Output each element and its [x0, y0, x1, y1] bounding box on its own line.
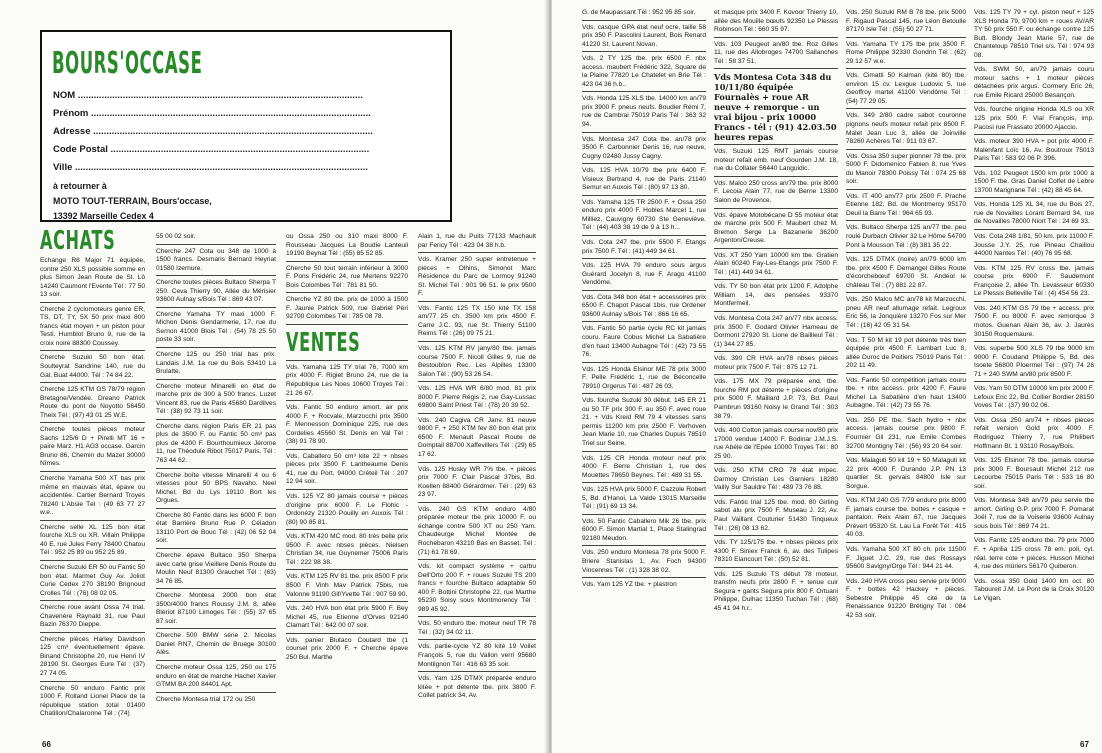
- classified-ad: Vds. Cota 348 bon état + accessoires prix 6500 F. Chapot Pascal 1bis, rue Ordener 93600 Aulnay s/Bois Tél : 866 16 65.: [582, 293, 706, 323]
- classified-ad: Cherche moteur Ossa 125, 250 ou 175 enduro en état de marche Hachet Xavier GTMM BA 200 84401 Apt.: [156, 663, 276, 693]
- classified-ad: Vds. IT 400 am/77 prix 2500 F. Prache Etienne 182, Bd. de Montmercy 95170 Deuil la Barre Tél : 964 65 93.: [846, 192, 966, 222]
- classified-ad: Cherche Yamaha TY maxi 1000 F. Michon Denis Gendarmerie, 17, rue du Sernon 41000 Blois Tél : (54) 78 25 50 poste 33 soir.: [156, 310, 276, 348]
- classified-ad: Cherche 80 Fantic dans les 6000 F. bon état Barrière Bruno Rue P. Céladon 13110 Port de Bouc Tél : (42) 06 52 04 soir.: [156, 511, 276, 549]
- classified-ad: Vds. Yamaha TY 175 tbe prix 3500 F. Rome Philippe 32330 Gondrin Tél : (62) 29 12 57 w.e.: [846, 40, 966, 70]
- classified-ad: Cherche toutes pièces moteur Sachs 125/6 D + Pirelli MT 16 + paire Marz. H1 AG3 occase. Garcin Bruno 86, Chemin du Mazet 30000 Nîmes.: [40, 425, 145, 472]
- classified-ad: Cherche boîte vitesse Minarelli 4 ou 6 vitesses pour 50 BPS Navaho. Neel Michel, Bd du Lys 19110 Bort les Orgues.: [156, 471, 276, 509]
- classified-ad: Vds. 125 HVA 10/79 tbe prix 6400 F. Visieux Bertrand 4, rue de Paris 21140 Semur en Auxois Tél : (80) 97 13 80.: [582, 166, 706, 196]
- classified-ad: Vds. KTM 240 GS 7/79 enduro prix 8000 F. jamais course tbe. bottes + casque + pantalon. Reix Alain 67, rue Jacques Prévert 95320 St. Lau La Forêt Tél : 415 40 03.: [846, 496, 966, 543]
- classified-ad: Vds. 125 HVA WR 6/80 mod. 81 prix 8000 F. Pierre Régis 2, rue Gay-Lussac 69800 Saint Priest Tél : (78) 20 39 52.: [418, 384, 536, 414]
- classified-ad: Cherche 247 Cota ou 348 de 1000 à 1500 francs. Desmaris Bernard Heyriat 01580 Izernure.: [156, 247, 276, 277]
- classified-ad: Vds. 240 HVA cross peu servie prix 9000 F. + bottes 42 Hackey + pièces. Sebestre Philippe 45 cité de la Renaissance 91220 Brétigny Tél : 084 42 53 soir.: [846, 577, 966, 619]
- classified-ad: Vds. Kramer 250 super entretenue + pièces + Olhins, Simonot Marc Résidence du Parc de Lormoy 91240 St. Michel Tél : 901 96 51. le prix 9500 F.: [418, 255, 536, 302]
- classified-ad: Vds. fourche origine Honda XLS ou XR 125 prix 500 F. Vial François, imp. Pacosi rue Frassato 20000 Ajaccio.: [974, 105, 1094, 135]
- field-code-postal[interactable]: Code Postal ..................................................................................................: [53, 144, 370, 155]
- ads-column-2: [156, 232, 276, 738]
- coupon-title: BOURS'OCCASE: [52, 46, 203, 81]
- classified-ad: Vds. Cimatti 50 Kalman (kité 80) tbe. environ 15 cv. Lexgue Ludovic 5, rue Geoffroy martel 41100 Vendôme Tél : (54) 77 29 05.: [846, 71, 966, 109]
- classified-ad: Cherche 50 tout terrain inférieur à 3000 F. Pons Frédéric 24, rue Mertens 92270 Bois Colombes Tél : 781 81 50.: [286, 264, 408, 294]
- classified-ad: Vds. panier Blutaco Coutard tbe (1 coursel prix 2000 F. + Cherche épave 250 Bul. Marthe: [286, 636, 408, 661]
- classified-ad: Vds. 250 PE tbe. Sach hydro + nbx access. jamais course prix 9800 F. Fournier Gil 231, rue Emile Combes 32700 Montigny Tél : (56) 93 20 64 soir.: [846, 416, 966, 454]
- classified-ad: Cherche Yamaha 500 XT bas prix même en mauvais état, épave ou accidentée. Cartier Bernard Troyes 78240 L'Absie Tél : (49 63 77 27 w.e..: [40, 474, 145, 521]
- classified-ad: Vds. fourche Suzuki 30 début. 145 ER 21 ou 50 TF prix 300 F. au 350 F. avec roue 21. + Vds Kreid RM 79 4 vitesses sans permis 11200 km prix 2500 F. Verhoven Jean Marie 10, rue Charles Dupuis 78510 Triel sur Seine.: [582, 396, 706, 451]
- classified-ad: Echange R8 Major 71 équipée, contre 250 XLS possible somme en plus Simon Jean Route de St. Lô 14240 Caumont l'Evente Tél : 77 50 13 soir.: [40, 256, 145, 303]
- classified-ad: Cherche 2 cyclomoteurs genre ER, TS, DT, TY, 5X 50 prix maxi 800 francs état moyen + un piston pour Testi. Humblot Bruno 9, rue de la croix noire 88300 Coussey.: [40, 305, 145, 352]
- classified-ad: Vds. Fantic 125 TX 150 kité TX 158 am/77 25 ch. 3500 km prix 4500 F. Carre J.C. 93, rue St. Thierry 51100 Reims Tél : (26) 09 75 21.: [418, 304, 536, 342]
- classified-ad: Vds. 103 Peugeot an/80 tbe. Roz Gilles 11, rue des Allobroges 74700 Sallanches Tél : 58 37 51.: [714, 40, 838, 70]
- ventes-heading: VENTES: [286, 327, 408, 361]
- classified-ad: Vds. Yamaha 125 TY trial 76, 7000 km prix 4000 F. Rigiet Bruno 24, rue de la République Les Noes 10600 Troyes Tél : 21 26 67.: [286, 363, 408, 401]
- classified-ad: Vds. partie-cycle YZ 80 kité 19 Voilet François 5, rue du Vallon verri 95680 Montlignon Tél : 416 63 35 soir.: [418, 642, 536, 672]
- ads-column-8: [974, 8, 1094, 738]
- classified-ad: Vds. Yamaha 125 TR 2500 F. + Ossa 250 enduro prix 4000 F. Hobles Marcel 1, rue Milliez, Cauvigny 60730 Ste Geneviève. Tél : (44) 403 38 19 de 9 à 13 h...: [582, 198, 706, 236]
- classified-ad: Cherche Montesa trial 172 ou 250: [156, 695, 256, 703]
- classified-ad: Alain 1, rue du Puits 77133 Machault par Fericy Tél : 423 04 38 h.b.: [418, 232, 536, 253]
- classified-ad: Vds. XT 250 Yam 10000 km tbe. Gratien Alain 60240 Fay-Les-Etangs prix 7500 F. Tél : (41) 449 34 61.: [714, 251, 838, 281]
- classified-ad: Cherche Montesa 2000 bon état 3500/4000 francs Roussy J.M. 8, allée Blériot 87100 Limoges Tél : (55) 37 65 87 soir.: [156, 591, 276, 629]
- classified-ad: Vds. moteur 390 HVA + pot prix 4000 F. Malenfant Loïc 16, Av. Boutroux 75013 Paris Tél : 583 92 06 P. 396.: [974, 137, 1094, 167]
- classified-ad: Vds. 125 HVA 79 enduro sous argus Guérard Jocelyn 8, rue F. Arago 41100 Vendôme.: [582, 261, 706, 291]
- field-adresse[interactable]: Adresse ..........................................................................................................: [53, 126, 373, 137]
- classified-ad: Vds. superbe 500 XLS 79 tbe 9000 km 9000 F. Coudand Philippe 5, Bd. des Isoete 56800 Ploermel Tél : (97) 74 26 71 + 240 SWM an/80 prix 8500 F.: [974, 344, 1094, 382]
- classified-ad: Vds. 175 MX 79 préparée end. tbe. fourche RM pot détente + pièces d'origine prix 5000 F. Maillard J.P. 73, Bd. Paul Pambrun 93160 Noisy le Grand Tél : 303 38 79.: [714, 377, 838, 424]
- classified-ad: Cherche 125 KTM GS 78/79 région Bretagne/Vendée. Dreano Patrick Route du pont de Noyotto 56450 Theix Tél : (97) 43 01 25 W.E.: [40, 385, 145, 423]
- ads-column-6: [714, 8, 838, 738]
- classified-ad: Vds. Cota 247 tbe. prix 5500 F. Etangs prix 7500 F. Tél : (41) 449 34 61.: [582, 238, 706, 259]
- left-page: [0, 0, 548, 753]
- classified-ad: Vds. Bultaco Sherpa 125 an/77 tbe. peu roulé Durbach Olivier 32 Le Hôme 54700 Pont à Mousson Tél : (8) 381 35 22.: [846, 223, 966, 253]
- classified-ad: Vds. Malaguti 50 kit 19 + 50 Malaguti kit 22 prix 4000 F. Durando J.P. PN 13 quartier St. gervais 84800 Isle sur Sorgue.: [846, 456, 966, 494]
- classified-ad: Vds. Caballero 50 cm³ kite 22 + nbses pièces prix 3500 F. Lantheaume Denis 41, rue du Port, 94000 Créteil Tél : 207 12 94 soir.: [286, 452, 408, 490]
- classified-ad: Cherche épave Bultaco 350 Sherpa avec carte grise Vieillere Denis Route du Moulin Neuf 81300 Grauchet Tél : (63) 34 76 85.: [156, 551, 276, 589]
- ads-column-5: [582, 8, 706, 738]
- classified-ad: Vds. TY 50 bon état prix 1200 F. Adolphe William 14, des pensées 93370 Montfermeil.: [714, 282, 838, 312]
- page-number-left: 66: [42, 740, 51, 749]
- field-prenom[interactable]: Prénom ..........................................................................................................: [53, 108, 371, 119]
- classified-ad: Vds. Yam 125 YZ tbe. + plastron: [582, 581, 677, 589]
- classified-ad: Vds. KTM 420 MC mod. 80 très belle prix 9500 F. avec nbses pièces. Nielsen Christian 34, rue Guynemer 75006 Paris Tél : 222 98 38.: [286, 532, 408, 570]
- classified-ad: Vds. épave Motobécane D 55 moteur état de marche prix 500 F. Maubert chez M. Bremon Serge La Bazanerie 36200 Argenton/Creuse.: [714, 211, 838, 249]
- return-address-1: MOTO TOUT-TERRAIN, Bours'occase,: [53, 196, 212, 206]
- ads-column-3: [286, 232, 408, 738]
- classified-ad: Vds. casque GPA état neuf ocre, taille 58 prix 350 F. Pascolini Laurent, Bois Renard 41220 St. Laurent Novan.: [582, 23, 706, 53]
- classified-ad: Vds. 240 GS KTM enduro 4/80 préparée moteur tbe prix 10000 F. ou échange contre 500 XT ou 250 Yam. Chaudeurge Michel Montée de Rochebaron 43210 Bas en Basset. Tél : (71) 61 78 69.: [418, 505, 536, 560]
- right-page: [552, 0, 1102, 753]
- classified-ad: G. de Maupassant Tél : 952 95 85 soir.: [582, 8, 706, 21]
- classified-ad: Vds. 400 Cotton jamais course nov/80 prix 17000 vendue 14000 F. Bodinar J.M.J.S. rue Abéle de l'Epée 10000 Troyes Tél : 80 25 90.: [714, 426, 838, 464]
- field-ville[interactable]: Ville ...............................................................................................................: [53, 162, 368, 173]
- classified-ad: Vds. 250 Suzuki RM B 78 tbe. prix 5000 F. Rigaud Pascal 145, rue Léon Betoulle 87170 Isle Tél : (55) 50 27 71.: [846, 8, 966, 38]
- classified-ad: Vds. Yam 50 DTM 10000 km prix 2000 F. Lefoux Eric 22, Bd. Collier Bordier 28150 Voves Tél : (37) 99 02 06.: [974, 384, 1094, 414]
- classified-ad: Vds. ossa 350 Gold 1400 km oct. 80 Taboureit J.M. Le Pont de la Croix 30120 Le Vigan.: [974, 577, 1094, 602]
- classified-ad: Vds. Suzuki 125 RMT jamais course moteur refait emb. neuf Gourden J.M. 18, rue du Collater 56440 Languidic.: [714, 147, 838, 177]
- classified-ad: Vds. Fantic 50 compétition jamais couru tbe. + nbx access. prix 4200 F. Faure Michel La Sabatière d'en haut 13400 Aubagne. Tél : (42) 73 55 76.: [846, 376, 966, 414]
- classified-ad: Vds. Ossa 350 super pionner 78 tbe. prix 5000 F. Didomenico Fabien 8, rue Yves du Manoir 78300 Poissy Tél : 074 25 68 soir.: [846, 152, 966, 190]
- ads-column-4: [418, 232, 536, 738]
- classified-ad: Vds. 102 Peugeot 1500 km prix 1000 à 1500 F. tbe. Gras Daniel Colfet de Lebre 13700 Marignane Tél : (42) 88 45 64.: [974, 169, 1094, 199]
- classified-ad: et masque prix 3400 F. Kovoor Thierry 10, allée des Mouille bœufs 92350 Le Plessis Robinson Tél : 660 35 97.: [714, 8, 838, 38]
- classified-ad: Vds. 349 2/80 cadre sabot couronne pignons neufs moteur refait prix 8500 F. Malet Jean Luc 3, allée de Joinville 78260 Achères Tél : 911 03 67.: [846, 111, 966, 149]
- classified-ad: Vds. KTM 125 RV 81 tbe. prix 8500 F prix 8500 F. Vinh Mav Patrick 75bis, rue Valonne 91190 Gif/Yvette Tél : 907 59 90.: [286, 572, 408, 602]
- classified-ad: Vds. SWM 50, an/79 jamais couru moteur sachs + 1 moteur pièces détachées prix argus. Cormery Eric 26, rue Emile Ricard 25000 Besançon.: [974, 65, 1094, 103]
- classified-ad: Vds. Honda 125 XLS tbe. 14000 km an/79 prix 3900 F. pneus neufs. Boudier Rémi 7, rue de Cambrai 75019 Paris Tél : 363 32 94.: [582, 94, 706, 132]
- classified-ad: Vds. 125 DTMX (noire) an/79 6000 km tbe. prix 4500 F. Demangel Gilles Route d'écorchebœuf 69700 St. Andéol le château Tél : (7) 881 22 87.: [846, 255, 966, 293]
- classified-ad: Cherche dans région Paris ER 21 pas plus de 3500 F. ou Fantic 50 cm³ pas plus de 4200 F. Bourthoumieux Jérome 11, rue Théodule Ribot 75017 Paris. Tél : 763 44 62.: [156, 422, 276, 469]
- classified-ad: Vds. Montesa Cota 247 an/77 nbx access. prix 3500 F. Godard Olivier Hameau de Dormont 27920 St. Lione de Baillleul Tél : (1) 344 27 85.: [714, 314, 838, 352]
- classified-ad: Vds. Yamaha 500 XT 80 ch. prix 11500 F. Jiguet J.C. 29, rue des Rossays 95600 Savigny/Orge Tél : 944 21 44.: [846, 545, 966, 575]
- classified-ad: Vds. 240 KTM GS 79 tbe + access. prix 7500 F. ou 8000 F. avec remorque 3 motos. Guenan Alain 36, av. J. Jaurès 30150 Roquemaure.: [974, 304, 1094, 342]
- return-address-2: 13392 Marseille Cedex 4: [53, 211, 154, 221]
- classified-ad: Cherche Suzuki 50 bon état. Soulteyrat Sandrine 140, rue du Gal. Buat 44000. Tél : 74 84 22.: [40, 353, 145, 383]
- classified-ad: Cherche selle XL 125 bon état fourche XLS ou XR. Villain Philippe 40 E, rue Jules Ferry 78400 Chatou Tél : 952 25 89 ou 952 25 89.: [40, 523, 145, 561]
- classified-ad: Vds. Ossa 250 an/74 + nbses pièces refait version Gold prix 4000 F. Rodriguez Thierry 7, rue Philibert Hoffmann Bt. 1 93110 Rosay/Bois.: [974, 416, 1094, 454]
- classified-ad: Vds. 250 enduro Montesa 78 prix 5000 F. Briere Stanislas 1, Av. Foch 94300 Vincennes Tél : (1) 328 38 02.: [582, 548, 706, 578]
- classified-ad: Vds. Fantic 125 enduro tbe. 79 prix 7000 F. + Aprilia 125 cross 78 em. poli, cyl. réal. terre cote + pièces. Husson Michel 4, rue des mûriers 56170 Quiberon.: [974, 536, 1094, 574]
- classified-ad: Vds. KTM 125 RV cross tbe. jamais course prix 6900 F. Saudemont Françoise 2, allée Th. Levasseur 60330 Le Plessis Belleville Tél : (4) 454 56 23.: [974, 264, 1094, 302]
- classified-ad: Vds. 250 Malco MC an/78 kit Marzocchi, pneu AR neuf allumage refait. Legroux Eric 56, la Jonquière 13270 Fos sur Mer Tél : (16) 42 05 31 54.: [846, 295, 966, 333]
- classified-ad: Vds. 125 TY 79 + cyl. piston neuf + 125 XLS Honda 79, 9700 km + roues AV/AR TY 50 prix 550 F. ou échange contre 125 Bult. Blondy Jean Marie 57, rue de Chanteloup 78510 Triel s/s. Tél : 974 93 08.: [974, 8, 1094, 63]
- classified-ad: Vds. 240 HVA bon état prix 5900 F. Bey Michel 45, rue Etienne d'Orves 92140 Clamart Tél : 642 00 07 soir.: [286, 604, 408, 634]
- classified-ad: Vds. 125 Suzuki TS début 78 moteur, transfm neufs prix 2800 F. + tenue cuir Segura + gants Segura prix 800 F. Ortuani Philippe, Dulhac 11350 Tuchan Tél : (68) 45 41 94 h.r..: [714, 570, 838, 612]
- return-label: à retourner à: [53, 181, 107, 191]
- classified-ad: Cherche roue avant Ossa 74 trial. Chavenère Raynald 31, rue Paul Bazin 76370 Dieppe.: [40, 603, 145, 633]
- classified-ad: Vds. Fantic 50 partie cycle RC kit jamais couru. Faure Cobus Michel La Sabatière d'en haut 13400 Aubagne Tél : (42) 73 55 76.: [582, 324, 706, 362]
- classified-ad: Vds. Malco 250 cross an/79 tbe. prix 8000 F. Lecoia Alain 77, rue de Berne 13300 Salon de Provence.: [714, 179, 838, 209]
- classified-ad: Vds. 250 KTM CRO 78 état impec. Darmoy Christian Les Garniers 18280 Vailly Sur Sauldre Tél : 489 73 76 88.: [714, 466, 838, 496]
- classified-ad: Vds. Fantic trial 125 tbe. mod. 80 Girling sabot alu prix 7500 F. Museau J. 22, Av. Paul Vaillant Couturier 51430 Tinqueux Tél : (26) 08 13 62.: [714, 498, 838, 536]
- ads-column-1: [40, 256, 145, 738]
- classified-ad: Vds. 125 HVA prix 5000 F. Cazzole Robert 5, Bd. d'Hanoi, La Valde 13015 Marseille Tél : (91) 69 13 34.: [582, 485, 706, 515]
- classified-ad: ou Ossa 250 ou 310 maxi 8000 F. Rousseau Jacques La Boudie Lanteuil 19190 Beynat Tél : (55) 85 52 85.: [286, 232, 408, 262]
- classified-ad: Vds. kit compact système + carbu Dell'Orto 200 F. + roues Suzuki TS 200 francs + fourche Bultaco adaptable 50 400 F. Bottini Christophe 22, rue Marthe 95230 Soisy sous Montmorency Tél : 989 45 92.: [418, 562, 536, 617]
- classified-ad: 55 00 02 soir.: [156, 232, 276, 245]
- ads-column-7: [846, 8, 966, 738]
- classified-ad: Vds. T 50 M kit 19 pot détente très bien équipée prix 4500 F. Lambart Luc 8, allée Duroc de Poitiers 75019 Paris Tél : 202 11 49.: [846, 336, 966, 374]
- classified-ad: Vds. 390 CR HVA an/78 nbses pièces moteur prix 7500 F. Tél : 875 12 71.: [714, 354, 838, 375]
- featured-ad: Vds Montesa Cota 348 du 10/11/80 équipée Fournalès + roue AR neuve + remorque - un vrai bijou - prix 10000 Francs - tél : (91) 42.03.50 heures repas: [714, 71, 838, 145]
- classified-ad: Vds. 50 Fantic Caballero Mik 26 tbe. prix 6000 F. Simon Martial 1, Place Stalingrad 92180 Meudon.: [582, 517, 706, 547]
- classified-ad: Vds. Fantic 50 enduro amort. air prix 4000 F. + Rocvale, Marzocchi prix 3500 F. Mennesson Dominique 225, rue des Cordelies 45560 St. Denis en Val Tél : (38) 91 78 90.: [286, 403, 408, 450]
- classified-ad: Cherche 50 enduro Fantic prix 1000 F. Rolland Lionel Place de la république station total 01400 Chatillon/Chalaronne Tél : (74): [40, 684, 145, 718]
- classified-ad: Vds. 125 Honda Elsinor ME 78 prix 3000 F. Pelle Frédéric 1, rue de Béconcelle 78910 Orgerus Tél : 487 26 03.: [582, 365, 706, 395]
- classified-ad: Cherche 125 ou 250 trial bas prix. Landais J.M. 1a rue du Bois 53410 La Brulatte.: [156, 350, 276, 380]
- classified-ad: Vds. 125 KTM RV jany/80 tbe. jamais course 7500 F. Nicoll Gilles 9, rue de Bestoublon Rec. Les Alpilles 13300 Salon Tél : (90) 53 26 54.: [418, 344, 536, 382]
- classified-ad: Vds. 125 Husky WR 7% tbe. + pièces prix 7000 F. Clair Pascal 37bis, Bd. Koellen 88400 Gérardmer. Tél : (29) 63 23 97.: [418, 465, 536, 503]
- classified-ad: Vds. Honda 125 XL 34, rue du Bois 27, rue de Novailles Lorant Bernard 34, rue de Novailles 78000 Niort Tél : 24 69 33.: [974, 200, 1094, 230]
- achats-heading: ACHATS: [40, 226, 116, 256]
- classified-ad: Cherche YZ 80 tbe. prix de 1000 à 1500 F. Jaunie Patrick 509, rue Gabriel Péri 92700 Colombes Tél : 785 08 78.: [286, 295, 408, 325]
- classified-ad: Vds. 125 YZ 80 jamais course + pièces d'origine prix 6000 F. Le Flohic - Ordonézy 21320 Pouilly en Auxois Tél : (80) 90 85 81.: [286, 492, 408, 530]
- classified-ad: Vds. Montesa 348 an/79 peu servie tbe amort. Girling G.P. prix 7000 F. Pomarat Joël 7, rue de la Voiserie 93600 Aulnay sous bois Tél : 869 74 21.: [974, 496, 1094, 534]
- classified-ad: Vds. 125 Elsinor 78 tbe. jamais course prix 3000 F. Boursault Michel 212 rue Lecourbe 75015 Paris Tél : 533 16 80 soir.: [974, 456, 1094, 494]
- classified-ad: Cherche toutes pièces Bultaco Sherpa T 250. Ceva Thierry 90, Allée du Mérisier 93600 Aulnay s/Bois Tél : 869 43 07.: [156, 278, 276, 308]
- classified-ad: Vds. 125 CR Honda moteur neuf prix 4000 F. Berre Christian 1, rue des Mouettes 78650 Beynes. Tél : 489 31 55.: [582, 454, 706, 484]
- classified-ad: Cherche moteur Minarelli en état de marche prix de 300 à 500 francs. Luzet Vincent 83, rue de Paris 45680 Dardilves Tél : (38) 92 73 11 soir.: [156, 382, 276, 420]
- classified-ad: Vds. Yam 125 DTMX préparée enduro kitée + pot détente tbe. prix 3800 F. Collet patrick 34, Av.: [418, 675, 536, 700]
- classified-ad: Vds. TY 125/175 tbe. + nbses pièces prix 4300 F. Siniex Franck 6, av. des Tulipes 78310 Elancourt Tél : (50) 52 81.: [714, 538, 838, 568]
- page-number-right: 67: [1080, 740, 1089, 749]
- classified-ad: Vds. 50 enduro tbe. moteur neuf TR 78 Tél : (32) 34 02 11.: [418, 619, 536, 640]
- classified-ad: Vds. Montesa 247 Cota tbe. an/78 prix 3500 F. Carbonnier Denis 16, rue neuve, Cugny 02480 Jussy Cagny.: [582, 135, 706, 165]
- field-nom[interactable]: NOM ............................................................................................................: [53, 90, 363, 101]
- classified-ad: Cherche 500 BMW série 2. Nicolas Daniel RN7, Chemin de Bruege 30100 Alès.: [156, 631, 276, 661]
- classified-ad: Vds. Cota 248 1/81, 50 km. prix 11000 F. Jousse J.Y. 25, rue Pineau Chaillou 44000 Nantes Tél : (40) 76 95 68.: [974, 232, 1094, 262]
- classified-ad: Cherche Suzuki ER 50 ou Fantic 50 bon état. Marmet Guy Av. Joliot Curie Cedex 270 38190 Brignoud Crolles Tél : (76) 08 02 05.: [40, 563, 145, 601]
- classified-ad: Vds. 2 TY 125 tbe. prix 6500 F. nbx access. maubert Frédéric 322, Square de la Plaine 77820 Le Chatelet en Brie Tél : 423 04 36 h.b..: [582, 54, 706, 92]
- order-coupon: [40, 30, 452, 222]
- classified-ad: Vds. 240 Cagiva CR Janv. 81 neuve 9800 F. + 250 KTM fev 80 bon état prix 6500 F. Menault Pascal Route de Domptail 88700 Xaffevillers Tél : (29) 65 17 62.: [418, 416, 536, 463]
- classified-ad: Cherche pièces Harley Davidson 125 cm³ éventuellement épave. Binand Christophe 20, rue Henri IV 28190 St. Georges Eure Tél : (37) 27 74 05.: [40, 635, 145, 682]
